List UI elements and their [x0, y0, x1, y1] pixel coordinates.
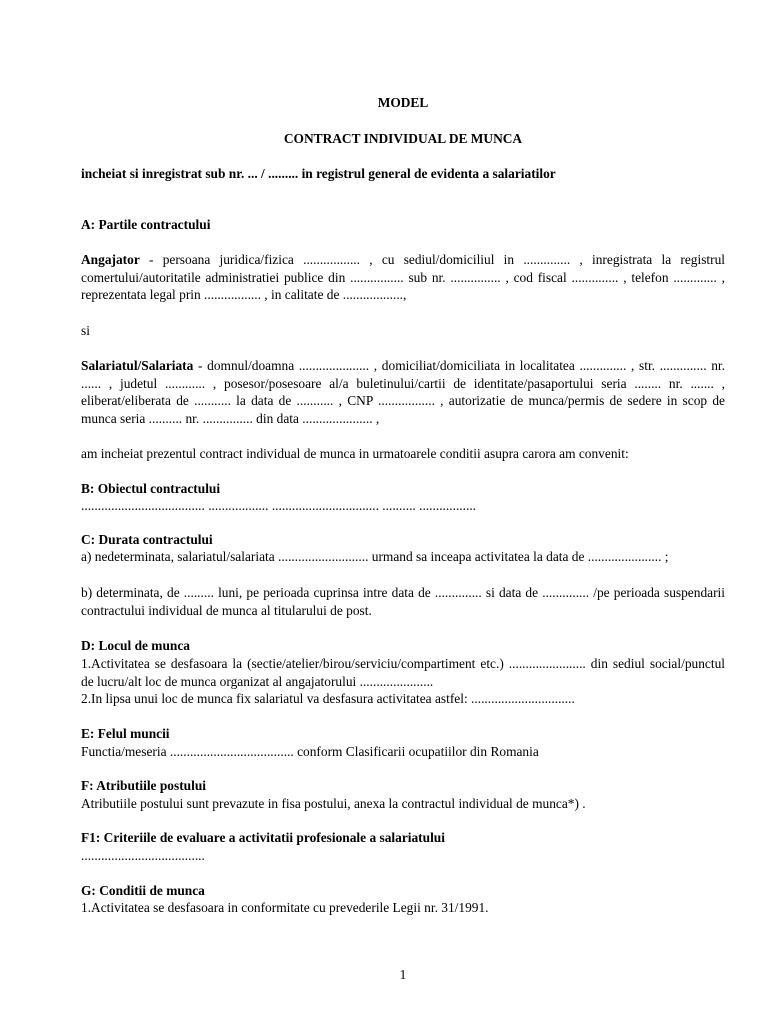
section-g-item-1: 1.Activitatea se desfasoara in conformitate cu prevederile Legii nr. 31/1991.: [81, 900, 489, 915]
section-b-text: ..................................... .................. ................................ .......... .................: [81, 498, 477, 513]
document-title: CONTRACT INDIVIDUAL DE MUNCA: [283, 131, 523, 146]
section-f-text: Atributiile postului sunt prevazute in fisa postului, anexa la contractul individual de munca*) .: [81, 796, 586, 811]
employer-paragraph: [81, 251, 725, 304]
employee-label: Salariatul/Salariata: [81, 358, 194, 373]
employer-text: - persoana juridica/fizica ................. , cu sediul/domiciliul in .............. , inregistrata la registrul comertului/autoritatile administratiei publice din ................ sub nr. ............... , cod fiscal .............. , telefon ............. , reprezentata legal prin ................. , in calitate de ..................,: [81, 252, 725, 303]
employer-label: Angajator: [81, 252, 140, 267]
section-e-text: Functia/meseria ..................................... conform Clasificarii ocupatiilor din Romania: [81, 744, 539, 759]
employee-paragraph: [81, 357, 725, 427]
duration-item-b: b) determinata, de ......... luni, pe perioada cuprinsa intre data de .............. si data de .............. /pe perioada suspendarii contractului individual de munca al titularului de post.: [81, 585, 725, 618]
section-c-heading: C: Durata contractului: [81, 532, 213, 547]
section-a-heading: A: Partile contractului: [81, 217, 211, 232]
section-e-heading: E: Felul muncii: [81, 726, 170, 741]
workplace-item-2: 2.In lipsa unui loc de munca fix salariatul va desfasura activitatea astfel: ...............................: [81, 691, 575, 706]
section-f1-text: .....................................: [81, 848, 205, 863]
agreement-sentence: am incheiat prezentul contract individual de munca in urmatoarele conditii asupra carora am convenit:: [81, 446, 629, 461]
section-f-heading: F: Atributiile postului: [81, 778, 206, 793]
duration-item-a: a) nedeterminata, salariatul/salariata ........................... urmand sa inceapa activitatea la data de ...................... ;: [81, 549, 669, 564]
section-g-heading: G: Conditii de munca: [81, 883, 205, 898]
section-d-heading: D: Locul de munca: [81, 638, 190, 653]
employee-text: - domnul/doamna ..................... , domiciliat/domiciliata in localitatea .............. , str. .............. nr. ...... , judetul ............ , posesor/posesoare al/a buletinului/cartii de identitate/pasaportului seria ........ nr. ....... , eliberat/eliberata de ........... la data de ........... , CNP ................. , autorizatie de munca/permis de sedere in scop de munca seria .......... nr. ............... din data ..................... ,: [81, 358, 725, 426]
registration-line: incheiat si inregistrat sub nr. ... / ......... in registrul general de evidenta a salariatilor: [81, 166, 556, 181]
workplace-item-1: 1.Activitatea se desfasoara la (sectie/atelier/birou/serviciu/compartiment etc.) ....................... din sediul social/punctul de lucru/alt loc de munca organizat al angajatorului ......................: [81, 656, 725, 689]
and-word: si: [81, 323, 90, 338]
section-f1-heading: F1: Criteriile de evaluare a activitatii profesionale a salariatului: [81, 830, 445, 845]
section-b-heading: B: Obiectul contractului: [81, 481, 221, 496]
page-number: 1: [399, 967, 407, 982]
model-heading: MODEL: [377, 95, 429, 110]
